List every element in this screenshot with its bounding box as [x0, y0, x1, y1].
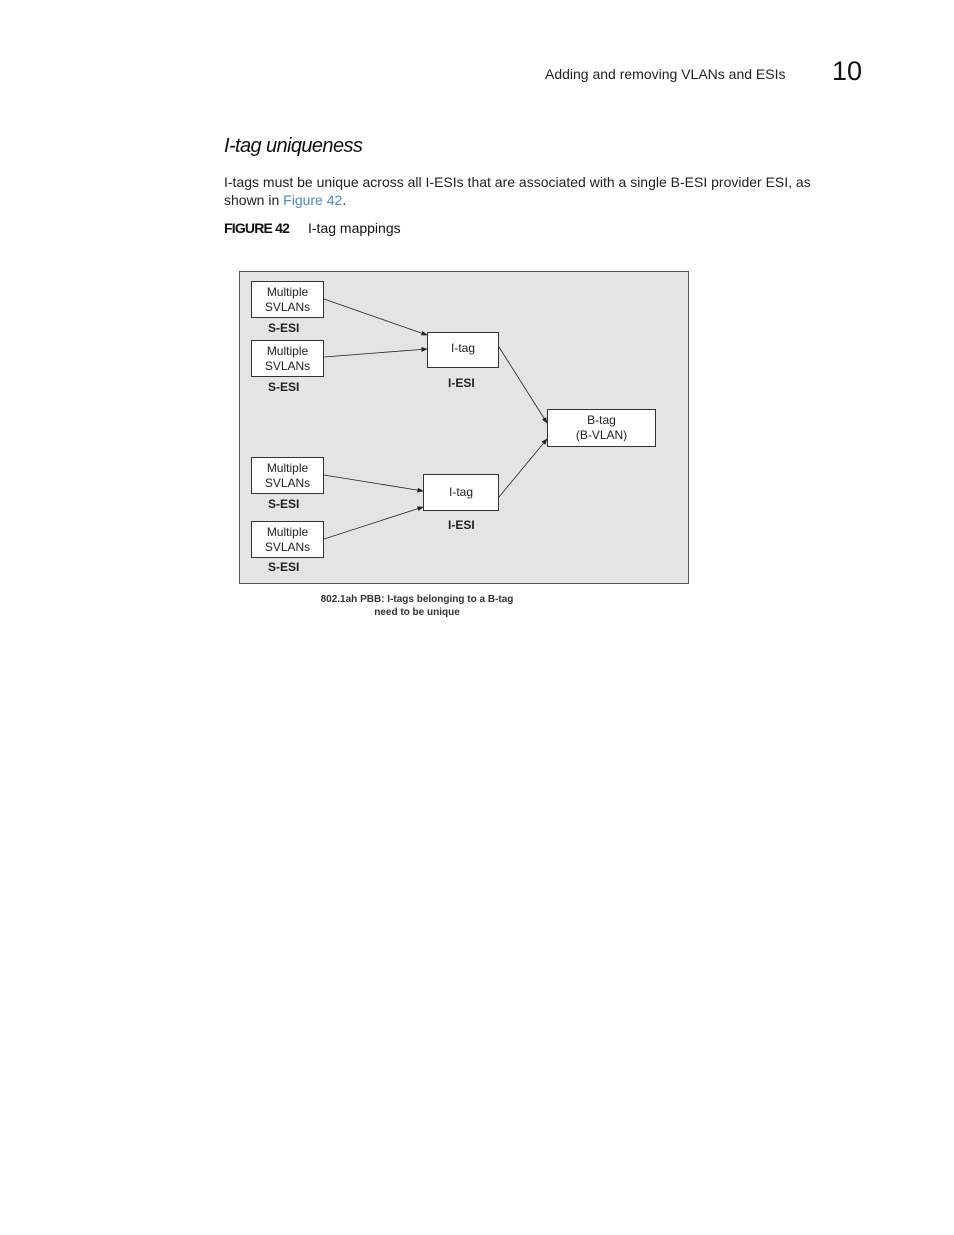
svlan-label-4: S-ESI	[268, 560, 300, 574]
btag-line-2: (B-VLAN)	[575, 428, 628, 442]
diagram-caption-line-2: need to be unique	[374, 607, 460, 618]
figure-caption: I-tag mappings	[308, 220, 401, 236]
diagram-caption	[300, 593, 534, 619]
arrow-svlan3-to-itag2	[324, 475, 423, 491]
svlan-label-2: S-ESI	[268, 380, 300, 394]
itag-mapping-diagram	[239, 271, 689, 584]
itag-box-1: I-tag	[427, 332, 499, 368]
running-header-title: Adding and removing VLANs and ESIs	[545, 66, 786, 82]
svlan-box-1: Multiple SVLANs	[251, 281, 324, 318]
paragraph-end: .	[342, 192, 347, 208]
arrow-svlan1-to-itag1	[324, 299, 427, 335]
chapter-number: 10	[832, 56, 863, 86]
svlan-label-3: S-ESI	[268, 497, 300, 511]
figure-label: FIGURE 42	[224, 220, 290, 236]
figure-link[interactable]: Figure 42	[283, 192, 343, 208]
svlan-box-3: Multiple SVLANs	[251, 457, 324, 494]
paragraph-text: I-tags must be unique across all I-ESIs that are associated with a single B-ESI provider ESI, as shown in	[224, 174, 811, 208]
svlan-label-1: S-ESI	[268, 321, 300, 335]
diagram-caption-line-1: 802.1ah PBB: I-tags belonging to a B-tag	[320, 594, 514, 605]
svlan-box-4: Multiple SVLANs	[251, 521, 324, 558]
section-title: I-tag uniqueness	[224, 135, 363, 157]
arrow-itag2-to-btag	[499, 439, 547, 497]
btag-box	[547, 409, 656, 447]
svlan-box-2: Multiple SVLANs	[251, 340, 324, 377]
itag-box-2: I-tag	[423, 474, 499, 511]
arrow-svlan2-to-itag1	[324, 349, 427, 357]
btag-line-1: B-tag	[587, 413, 616, 427]
body-paragraph	[224, 173, 844, 209]
itag-label-2: I-ESI	[448, 518, 475, 532]
arrow-itag1-to-btag	[499, 347, 547, 423]
itag-label-1: I-ESI	[448, 376, 475, 390]
arrow-svlan4-to-itag2	[324, 507, 423, 539]
